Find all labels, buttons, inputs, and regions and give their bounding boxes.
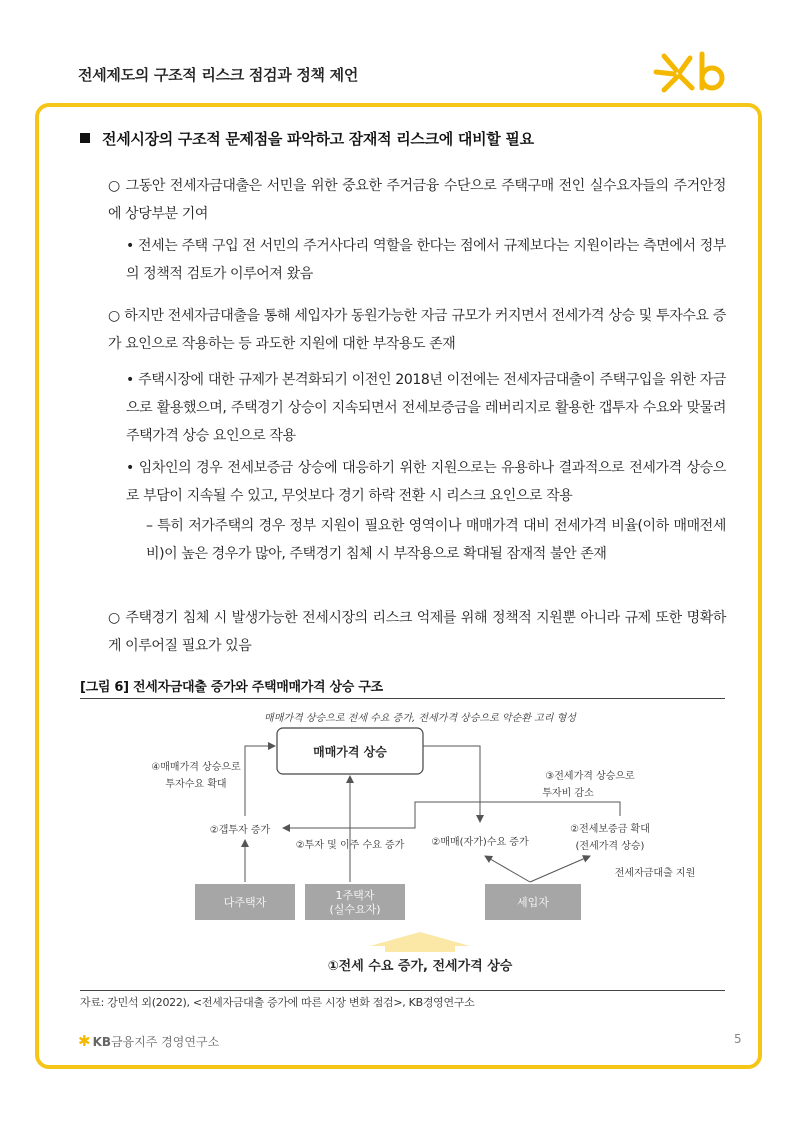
label-deposit-1: ②전세보증금 확대 bbox=[570, 824, 650, 835]
square-bullet-icon bbox=[80, 133, 90, 143]
box-multi-label: 다주택자 bbox=[223, 896, 267, 909]
kb-star-small-icon: ✱ bbox=[78, 1032, 91, 1050]
diagram-caption: 매매가격 상승으로 전세 수요 증가, 전세가격 상승으로 악순환 고리 형성 bbox=[264, 713, 576, 724]
kb-logo bbox=[650, 48, 730, 96]
figure-bottom-rule bbox=[80, 990, 725, 991]
box-single-label-1: 1주택자 bbox=[335, 889, 375, 902]
arrow-tenant-buy bbox=[485, 856, 530, 882]
kb-b-letter bbox=[702, 54, 722, 88]
bullet-1: • 전세는 주택 구입 전 서민의 주거사다리 역할을 한다는 점에서 규제보다는 지원이라는 측면에서 정부의 정책적 검토가 이루어져 왔음 bbox=[126, 238, 726, 282]
line-right-down bbox=[423, 746, 480, 806]
arrow-tenant-deposit bbox=[530, 856, 590, 882]
arrow-invest-left bbox=[245, 746, 275, 816]
section-heading: 전세시장의 구조적 문제점을 파악하고 잠재적 리스크에 대비할 필요 bbox=[80, 128, 534, 149]
loop-diagram bbox=[80, 706, 725, 988]
figure-top-rule bbox=[80, 698, 725, 699]
label-move: ②투자 및 이주 수요 증가 bbox=[295, 840, 405, 851]
dash-item-1: – 특히 저가주택의 경우 정부 지원이 필요한 영역이나 매매가격 대비 전세가격 비율(이하 매매전세비)이 높은 경우가 많아, 주택경기 침체 시 부작용으로 확대될 잠재적 불안 존재 bbox=[146, 518, 726, 562]
big-up-arrow bbox=[370, 932, 470, 952]
box-tenant-label: 세입자 bbox=[517, 896, 549, 909]
page-number: 5 bbox=[734, 1032, 742, 1046]
label-buy: ②매매(자가)수요 증가 bbox=[431, 837, 529, 848]
paragraph-1: ○ 그동안 전세자금대출은 서민을 위한 중요한 주거금융 수단으로 주택구매 전인 실수요자들의 주거안정에 상당부분 기여 bbox=[108, 178, 726, 222]
label-gap-reduce-1: ③전세가격 상승으로 bbox=[545, 771, 635, 782]
center-box-label: 매매가격 상승 bbox=[313, 745, 387, 759]
kb-star-icon bbox=[656, 56, 692, 90]
label-gap-reduce-2: 투자비 감소 bbox=[542, 788, 594, 799]
label-support: 전세자금대출 지원 bbox=[614, 868, 696, 879]
source-note: 자료: 강민석 외(2022), <전세자금대출 증가에 따른 시장 변화 점검>, KB경영연구소 bbox=[80, 996, 475, 1009]
bullet-3: • 임차인의 경우 전세보증금 상승에 대응하기 위한 지원으로는 유용하나 결과적으로 전세가격 상승으로 부담이 지속될 수 있고, 무엇보다 경기 하락 전환 시 리스크 요인으로 작용 bbox=[126, 460, 726, 504]
label-gap: ②갭투자 증가 bbox=[209, 825, 271, 836]
figure-title: [그림 6] 전세자금대출 증가와 주택매매가격 상승 구조 bbox=[80, 680, 383, 695]
label-invest-1: ④매매가격 상승으로 bbox=[151, 762, 241, 773]
box-single-label-2: (실수요자) bbox=[329, 903, 381, 916]
label-invest-2: 투자수요 확대 bbox=[165, 779, 227, 790]
bullet-2: • 주택시장에 대한 규제가 본격화되기 이전인 2018년 이전에는 전세자금대출이 주택구입을 위한 자금으로 활용했으며, 주택경기 상승이 지속되면서 전세보증금을 레버리지로 활용한 갭투자 수요와 맞물려 주택가격 상승 요인으로 작용 bbox=[126, 372, 726, 444]
footer-logo: ✱ KB금융지주 경영연구소 bbox=[78, 1032, 220, 1050]
bottom-label: ①전세 수요 증가, 전세가격 상승 bbox=[327, 959, 513, 974]
label-deposit-2: (전세가격 상승) bbox=[575, 841, 645, 852]
paragraph-3: ○ 주택경기 침체 시 발생가능한 전세시장의 리스크 억제를 위해 정책적 지원뿐 아니라 규제 또한 명확하게 이루어질 필요가 있음 bbox=[108, 610, 726, 654]
paragraph-2: ○ 하지만 전세자금대출을 통해 세입자가 동원가능한 자금 규모가 커지면서 전세가격 상승 및 투자수요 증가 요인으로 작용하는 등 과도한 지원에 대한 부작용도 존재 bbox=[108, 308, 726, 352]
document-title: 전세제도의 구조적 리스크 점검과 정책 제언 bbox=[78, 66, 359, 84]
